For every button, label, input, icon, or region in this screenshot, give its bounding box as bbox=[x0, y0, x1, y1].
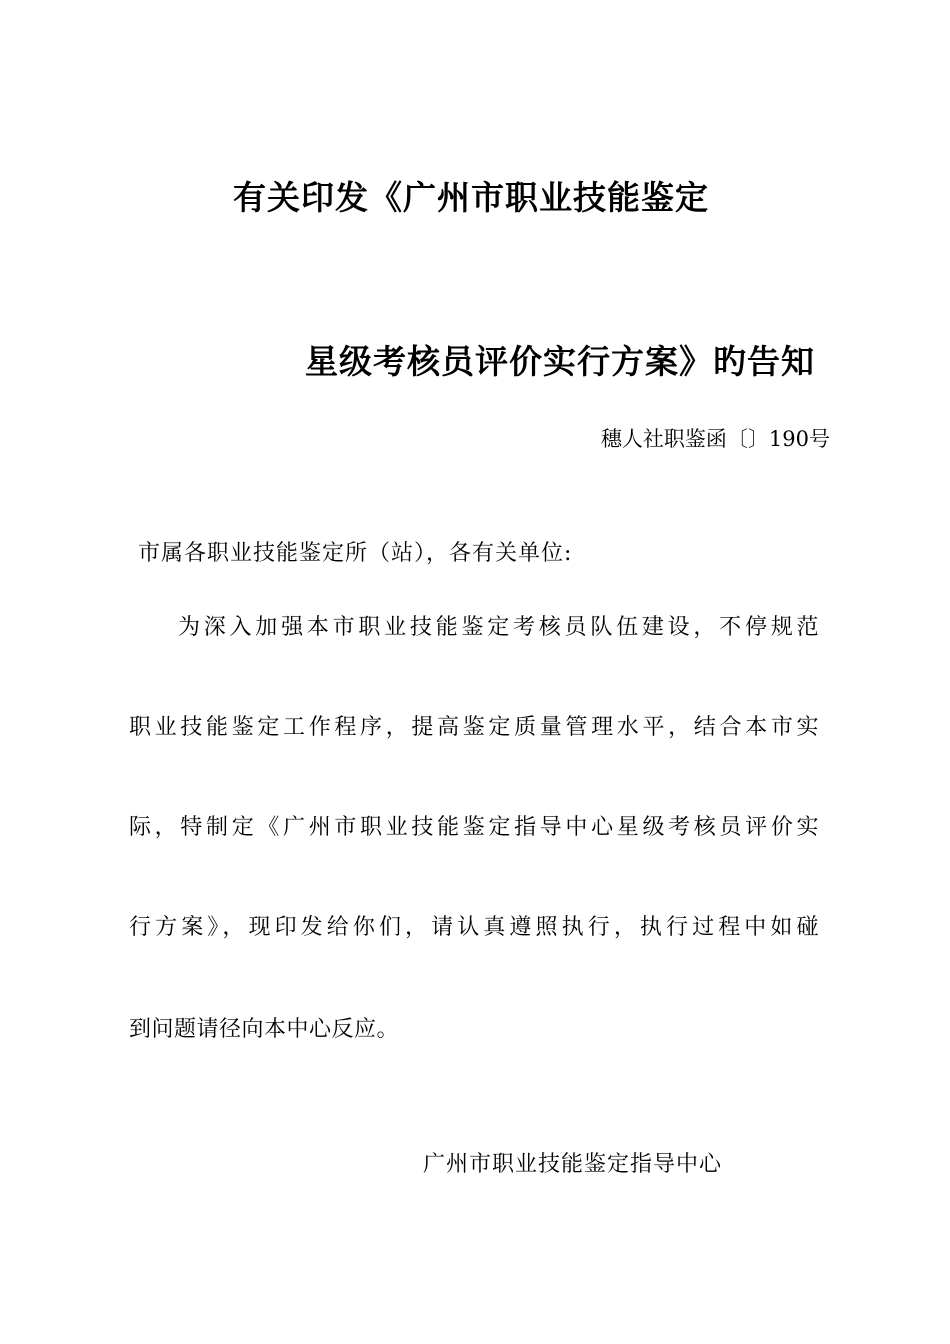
body-line: 职业技能鉴定工作程序，提高鉴定质量管理水平，结合本市实 bbox=[129, 715, 819, 740]
body-line: 为深入加强本市职业技能鉴定考核员队伍建设，不停规范 bbox=[178, 615, 819, 640]
document-title-line-1: 有关印发《广州市职业技能鉴定 bbox=[233, 178, 709, 217]
document-title-line-2: 星级考核员评价实行方案》旳告知 bbox=[305, 342, 815, 381]
body-line: 行方案》，现印发给你们，请认真遵照执行，执行过程中如碰 bbox=[129, 915, 819, 940]
addressee: 市属各职业技能鉴定所（站），各有关单位: bbox=[138, 541, 573, 566]
body-line: 到问题请径向本中心反应。 bbox=[129, 1017, 400, 1042]
body-line: 际，特制定《广州市职业技能鉴定指导中心星级考核员评价实 bbox=[129, 815, 819, 840]
document-number: 穗人社职鉴函〔〕190号 bbox=[600, 427, 830, 451]
issuer-signature: 广州市职业技能鉴定指导中心 bbox=[423, 1152, 723, 1177]
